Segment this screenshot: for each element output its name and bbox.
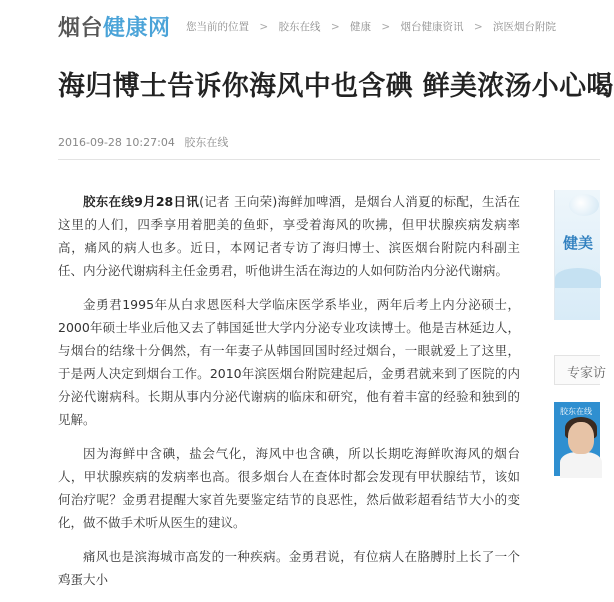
logo-text-part1: 烟台 (58, 16, 104, 41)
article-paragraph: 金勇君1995年从白求恩医科大学临床医学系毕业，两年后考上内分泌硕士，2000年硕士毕业后他又去了韩国延世大学内分泌专业攻读博士。他是吉林延边人，与烟台的结缘十分偶然，有一年妻子从韩国回国时经过烟台，一眼就爱上了这里，于是两人决定到烟台工作。2010年滨医烟台附院建起后，金勇君就来到了医院的内分泌代谢病科。长期从事内分泌代谢病的临床和研究，他有着丰富的经验和独到的见解。 (58, 297, 520, 427)
breadcrumb-item-yantai-health-news[interactable]: 烟台健康资讯 (400, 21, 464, 33)
article-lead-dateline: 胶东在线9月28日讯 (83, 194, 200, 209)
ad-wave-graphic (555, 268, 601, 288)
expert-photo-card[interactable] (554, 402, 600, 476)
article-paragraph: 因为海鲜中含碘，盐会气化，海风中也含碘，所以长期吃海鲜吹海风的烟台人，甲状腺疾病的发病率也高。很多烟台人在查体时都会发现有甲状腺结节，该如何治疗呢？金勇君提醒大家首先要鉴定结节的良恶性，然后做彩超看结节大小的变化，做不做手术听从医生的建议。 (58, 446, 520, 530)
sidebar-ad-banner[interactable] (554, 190, 600, 320)
expert-section-label: 专家访 (567, 366, 607, 381)
logo-text-part2: 健康网 (103, 16, 171, 41)
article-body (58, 190, 520, 602)
site-header (0, 0, 600, 46)
breadcrumb-item-jiaodong[interactable]: 胶东在线 (278, 21, 321, 33)
breadcrumb-separator: > (473, 21, 483, 33)
breadcrumb-item-binyi-hospital[interactable]: 滨医烟台附院 (493, 21, 556, 33)
article-title: 海归博士告诉你海风中也含碘 鲜美浓汤小心喝 (58, 71, 614, 102)
expert-photo-face (568, 422, 594, 454)
expert-section-header (554, 355, 607, 385)
ad-bubble-graphic (569, 194, 599, 216)
expert-card-brand: 胶东在线 (560, 407, 592, 416)
article-paragraph-text: (记者 王向荣)海鲜加啤酒，是烟台人消夏的标配，生活在这里的人们，四季享用着肥美的鱼虾，享受着海风的吹拂，但甲状腺疾病发病率高，痛风的病人也多。近日，本网记者专访了海归博士、滨医烟台附院内科副主任、内分泌代谢病科主任金勇君，听他讲生活在海边的人如何防治内分泌代谢病。 (58, 194, 521, 278)
breadcrumb-separator: > (381, 21, 391, 33)
breadcrumb (186, 19, 556, 34)
title-divider (58, 159, 600, 160)
breadcrumb-prefix: 您当前的位置 (186, 21, 249, 33)
article-paragraph: 痛风也是滨海城市高发的一种疾病。金勇君说，有位病人在胳膊肘上长了一个鸡蛋大小 (58, 549, 520, 587)
article-paragraph (58, 190, 520, 282)
site-logo[interactable] (58, 11, 171, 42)
article-source[interactable]: 胶东在线 (184, 136, 229, 149)
expert-photo-coat (560, 452, 602, 478)
article-date: 2016-09-28 10:27:04 (58, 136, 175, 149)
article-meta (58, 134, 234, 150)
ad-text: 健美 (563, 234, 594, 252)
breadcrumb-separator: > (330, 21, 340, 33)
breadcrumb-item-health[interactable]: 健康 (350, 21, 371, 33)
breadcrumb-separator: > (259, 21, 269, 33)
